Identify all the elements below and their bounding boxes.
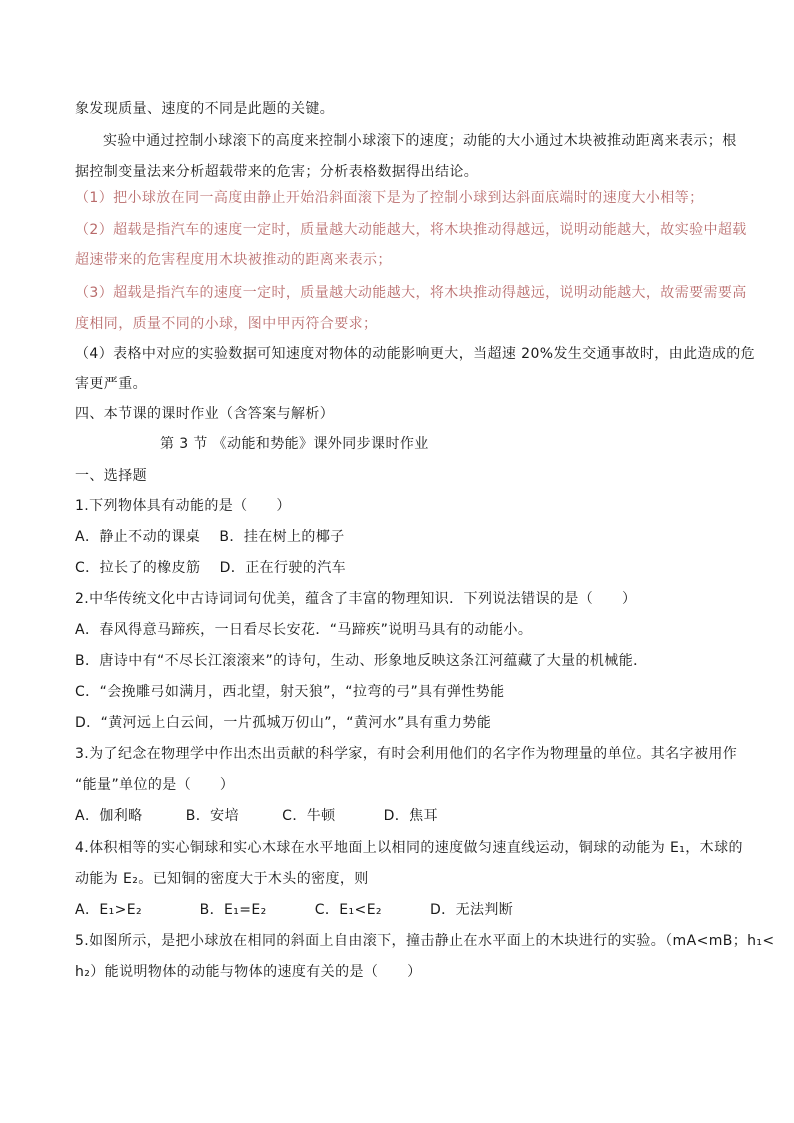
answer-line: （2）超载是指汽车的速度一定时，质量越大动能越大，将木块推动得越远，说明动能越大，故实验中超载 bbox=[75, 222, 747, 238]
question-2-option-d: D．“黄河远上白云间，一片孤城万仞山”，“黄河水”具有重力势能 bbox=[75, 715, 492, 731]
question-5: 5.如图所示，是把小球放在相同的斜面上自由滚下，撞击静止在水平面上的木块进行的实验。（mA<mB；h₁< bbox=[75, 933, 775, 949]
question-5-continued: h₂）能说明物体的动能与物体的速度有关的是（ ） bbox=[75, 964, 422, 980]
question-section-heading: 一、选择题 bbox=[75, 468, 147, 484]
section-heading: 四、本节课的课时作业（含答案与解析） bbox=[75, 406, 335, 422]
question-1-options-cd: C．拉长了的橡皮筋 D．正在行驶的汽车 bbox=[75, 560, 347, 576]
text-line: 据控制变量法来分析超载带来的危害；分析表格数据得出结论。 bbox=[75, 164, 479, 180]
question-2-option-b: B．唐诗中有“不尽长江滚滚来”的诗句，生动、形象地反映这条江河蕴藏了大量的机械能． bbox=[75, 653, 648, 669]
question-2-option-a: A．春风得意马蹄疾，一日看尽长安花．“马蹄疾”说明马具有的动能小。 bbox=[75, 622, 533, 638]
text-line: 象发现质量、速度的不同是此题的关键。 bbox=[75, 101, 335, 117]
question-4: 4.体积相等的实心铜球和实心木球在水平地面上以相同的速度做匀速直线运动，铜球的动能为 E₁，木球的 bbox=[75, 840, 743, 856]
question-3-options: A．伽利略 B．安培 C．牛顿 D．焦耳 bbox=[75, 808, 438, 824]
answer-line: （3）超载是指汽车的速度一定时，质量越大动能越大，将木块推动得越远，说明动能越大，故需要需要高 bbox=[75, 285, 747, 301]
question-1: 1.下列物体具有动能的是（ ） bbox=[75, 498, 291, 514]
answer-line: （1）把小球放在同一高度由静止开始沿斜面滚下是为了控制小球到达斜面底端时的速度大小相等； bbox=[75, 190, 704, 206]
question-3: 3.为了纪念在物理学中作出杰出贡献的科学家，有时会利用他们的名字作为物理量的单位。其名字被用作 bbox=[75, 746, 738, 762]
question-3-continued: “能量”单位的是（ ） bbox=[75, 777, 235, 793]
answer-line: 度相同，质量不同的小球，图中甲丙符合要求； bbox=[75, 316, 378, 332]
text-line: 害更严重。 bbox=[75, 376, 147, 392]
text-line: （4）表格中对应的实验数据可知速度对物体的动能影响更大，当超速 20%发生交通事故时，由此造成的危 bbox=[75, 346, 756, 362]
question-4-options: A．E₁>E₂ B．E₁=E₂ C．E₁<E₂ D．无法判断 bbox=[75, 902, 514, 918]
question-4-continued: 动能为 E₂。已知铜的密度大于木头的密度，则 bbox=[75, 871, 369, 887]
answer-line: 超速带来的危害程度用木块被推动的距离来表示； bbox=[75, 252, 392, 268]
question-1-options-ab: A．静止不动的课桌 B．挂在树上的椰子 bbox=[75, 529, 345, 545]
question-2-option-c: C．“会挽雕弓如满月，西北望，射天狼”，“拉弯的弓”具有弹性势能 bbox=[75, 684, 505, 700]
worksheet-title: 第 3 节 《动能和势能》课外同步课时作业 bbox=[160, 436, 429, 452]
question-2: 2.中华传统文化中古诗词词句优美，蕴含了丰富的物理知识．下列说法错误的是（ ） bbox=[75, 591, 637, 607]
text-line: 实验中通过控制小球滚下的高度来控制小球滚下的速度；动能的大小通过木块被推动距离来表示；根 bbox=[103, 133, 737, 149]
